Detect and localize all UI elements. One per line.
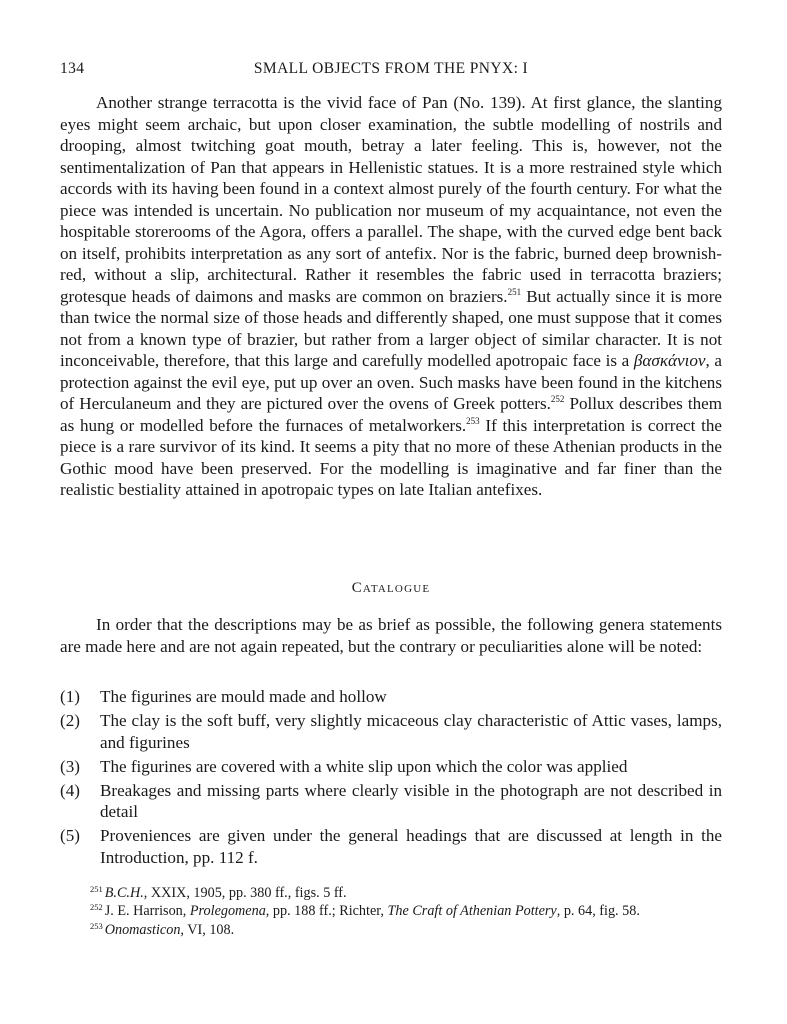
footnote-text: , VI, 108. bbox=[180, 921, 235, 938]
page bbox=[60, 0, 722, 1024]
item-text: The clay is the soft buff, very slightly micaceous clay characteristic of Attic vases, lamps, and figurines bbox=[100, 711, 722, 752]
footnote-title: Prolegomena bbox=[189, 903, 266, 920]
item-text: Proveniences are given under the general headings that are discussed at length in the Introduction, pp. 112 f. bbox=[100, 826, 722, 867]
footnote-ref-251: 251 bbox=[507, 286, 522, 297]
footnote-text: , p. 64, fig. 58. bbox=[556, 903, 640, 920]
item-number: (4) bbox=[60, 780, 80, 800]
item-number: (2) bbox=[60, 711, 80, 730]
item-text: The figurines are covered with a white slip upon which the color was applied bbox=[100, 756, 628, 776]
list-item bbox=[60, 710, 722, 753]
list-item bbox=[60, 756, 722, 778]
page-header bbox=[60, 60, 722, 82]
body-text-3: , a protection against the evil eye, put up over an oven. Such masks have been found in the kitchens of Herculaneum and they are pictured over the ovens of Greek potters. bbox=[60, 351, 723, 413]
footnote-text: , pp. 188 ff.; Richter, bbox=[265, 903, 388, 920]
footnote-mark: 253 bbox=[90, 920, 103, 931]
body-text-1: Another strange terracotta is the vivid face of Pan (No. 139). At first glance, the slanting eyes might seem archaic, but upon closer examination, the subtle modelling of nostrils and drooping, almost twitching goat mouth, betray a later feeling. This is, however, not the sentimentalization of Pan that appears in Hellenistic statues. It is a more restrained style which accords with its having been found in a context almost purely of the fourth century. For what the piece was intended is uncertain. No publication nor museum of my acquaintance, not even the hospitable storerooms of the Agora, offers a parallel. The shape, with the curved edge bent back on itself, prohibits interpretation as any sort of antefix. Nor is the fabric, burned deep brownish-red, without a slip, architectural. Rather it resembles the fabric used in terracotta braziers; grotesque heads of daimons and masks are common on braziers. bbox=[60, 93, 722, 306]
footnote-text: J. E. Harrison, bbox=[104, 903, 190, 920]
footnote-title: B.C.H. bbox=[104, 885, 144, 901]
body-paragraph bbox=[60, 92, 722, 501]
footnotes bbox=[60, 884, 722, 939]
greek-word: βασκάνιον bbox=[633, 351, 706, 370]
item-number: (5) bbox=[60, 826, 80, 845]
catalogue-heading: Catalogue bbox=[351, 580, 431, 596]
body-text-4: Pollux describes them as hung or modelled before the furnaces of metalworkers. bbox=[60, 394, 722, 435]
running-head: SMALL OBJECTS FROM THE PNYX: I bbox=[253, 60, 529, 77]
body-text-2: But actually since it is more than twice the normal size of those heads and differently shaped, one must suppose that it comes not from a known type of brazier, but rather from a larger object of similar character. It is not inconceivable, therefore, that this large and carefully modelled apotropaic face is a bbox=[60, 286, 722, 370]
item-number: (1) bbox=[60, 687, 80, 706]
body-text-5: If this interpretation is correct the piece is a rare survivor of its kind. It seems a pity that no more of these Athenian products in the Gothic mood have been preserved. For the modelling is imaginative and far finer than the realistic bestiality attained in apotropaic types on late Italian antefixes. bbox=[60, 415, 722, 499]
footnote-mark: 252 bbox=[90, 902, 103, 913]
footnote-title: Onomasticon bbox=[104, 921, 181, 938]
footnote bbox=[60, 902, 722, 920]
footnote-ref-253: 253 bbox=[466, 415, 480, 426]
catalogue-intro: In order that the descriptions may be as brief as possible, the following genera statements are made here and are not again repeated, but the contrary or peculiarities alone will be noted: bbox=[60, 615, 722, 656]
footnote-mark: 251 bbox=[90, 884, 103, 894]
item-number: (3) bbox=[60, 756, 80, 776]
list-item bbox=[60, 686, 722, 708]
page-number: 134 bbox=[60, 60, 85, 77]
footnote bbox=[60, 921, 722, 939]
footnote-title: The Craft of Athenian Pottery bbox=[387, 903, 557, 920]
list-item bbox=[60, 780, 722, 823]
footnote bbox=[60, 884, 722, 902]
catalogue-list bbox=[60, 686, 722, 871]
list-item bbox=[60, 825, 722, 868]
item-text: Breakages and missing parts where clearly visible in the photograph are not described in detail bbox=[100, 780, 722, 821]
item-text: The figurines are mould made and hollow bbox=[100, 687, 387, 706]
footnote-text: , XXIX, 1905, pp. 380 ff., figs. 5 ff. bbox=[143, 885, 347, 901]
footnote-ref-252: 252 bbox=[550, 394, 565, 404]
